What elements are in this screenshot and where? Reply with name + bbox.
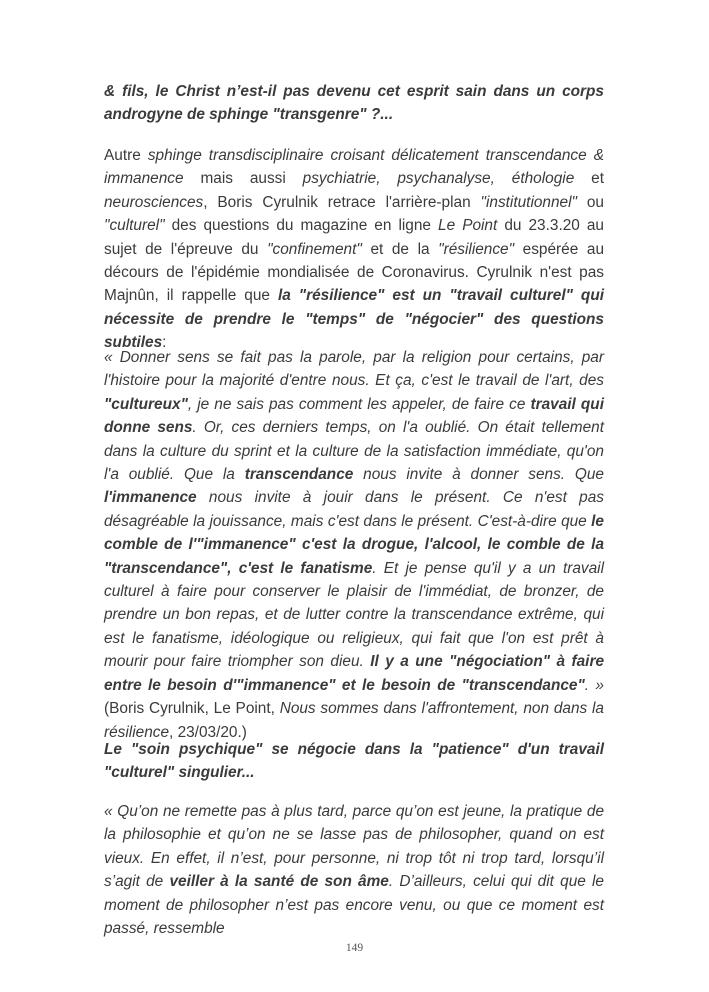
italic-text: sphinge transdisciplinaire croisant délicatement transcendance & immanence [104,147,604,188]
italic-text: nous invite à jouir dans le présent. Ce n'est pas désagréable la jouissance, mais c'est dans le présent. C'est-à-dire que [104,489,604,530]
bold-italic-text: Le "soin psychique" se négocie dans la "patience" d'un travail "culturel" singulier... [104,741,604,782]
paragraph-soin-psychique [104,738,604,785]
italic-text: "confinement" [267,240,362,258]
bold-italic-text: transcendance [244,466,354,484]
paragraph-cyrulnik-quote [104,346,604,744]
text-run: , Boris Cyrulnik retrace l'arrière-plan [203,193,481,211]
text-run: Autre [104,147,148,164]
bold-italic-text: le comble de l'"immanence" c'est la drogue, l'alcool, le comble de la "transcendance", c'est le fanatisme [104,512,604,577]
page-number: 149 [345,942,364,954]
bold-italic-text: veiller à la santé de son âme [169,873,389,891]
text-run: , 23/03/20.) [169,723,247,741]
text-run: des questions du magazine en ligne [164,217,439,235]
text-run: : [162,334,167,352]
text-run: et de la [361,240,439,258]
italic-text: "résilience" [438,240,515,258]
paragraph-cyrulnik-intro [104,144,604,355]
text-run: (Boris Cyrulnik, Le Point, [104,700,280,718]
italic-text: « Qu’on ne remette pas à plus tard, parce qu’on est jeune, la pratique de la philosophie et qu’on ne se lasse pas de philosopher, quand on est vieux. En effet, il n’est, pour personne, ni trop tôt ni trop tard, lorsqu’il s’agit de [104,803,604,891]
bold-italic-text: & fils, le Christ n’est-il pas devenu cet esprit sain dans un corps androgyne de sphinge "transgenre" ?... [104,83,604,124]
italic-text: . Or, ces derniers temps, on l'a oublié. On était tellement dans la culture du sprint et la culture de la satisfaction immédiate, qu'on l'a oublié. Que la [104,419,604,484]
italic-text: « Donner sens se fait pas la parole, par la religion pour certains, par l'histoire pour la majorité d'entre nous. Et ça, c'est le travail de l'art, des [104,349,604,390]
text-run: espérée au décours de l'épidémie mondialisée de Coronavirus. Cyrulnik n'est pas Majnûn, il rappelle que [104,240,605,305]
italic-text: . Et je pense qu'il y a un travail culturel à faire pour conserver le plaisir de l'immédiat, de bronzer, de prendre un bon repas, et de lutter contre la transcendance extrême, qui est le fanatisme, idéologique ou religieux, qui fait que l'on est prêt à mourir pour faire triompher son dieu. [104,559,604,671]
italic-text: "culturel" [104,217,165,235]
italic-text: nous invite à donner sens. Que [353,466,604,484]
italic-text: "institutionnel" [480,193,577,211]
italic-text: Le Point [438,217,498,235]
italic-text: Nous sommes dans l'affrontement, non dans la résilience [104,700,604,741]
bold-italic-text: Il y a une "négociation" à faire entre le besoin d'"immanence" et le besoin de "transcendance" [104,653,605,694]
italic-text: neurosciences [104,193,204,211]
bold-italic-text: l'immanence [104,489,197,507]
italic-text: . D’ailleurs, celui qui dit que le moment de philosopher n’est pas encore venu, ou que ce moment est passé, ressemble [104,873,604,938]
text-run: mais aussi [183,170,303,188]
italic-text: . » [584,676,604,694]
paragraph-christ-sphinge [104,80,604,127]
text-run: du 23.3.20 au sujet de l'épreuve du [104,217,604,258]
bold-italic-text: la "résilience" est un "travail culturel" qui nécessite de prendre le "temps" de "négocier" des questions subtiles [104,287,604,352]
text-run: et [574,170,604,188]
paragraph-epicure-quote [104,800,604,940]
text-run: ou [577,193,604,211]
bold-italic-text: "cultureux" [104,395,188,413]
bold-italic-text: travail qui donne sens [104,395,604,437]
italic-text: psychiatrie, psychanalyse, éthologie [302,170,575,188]
italic-text: , je ne sais pas comment les appeler, de faire ce [187,395,531,413]
